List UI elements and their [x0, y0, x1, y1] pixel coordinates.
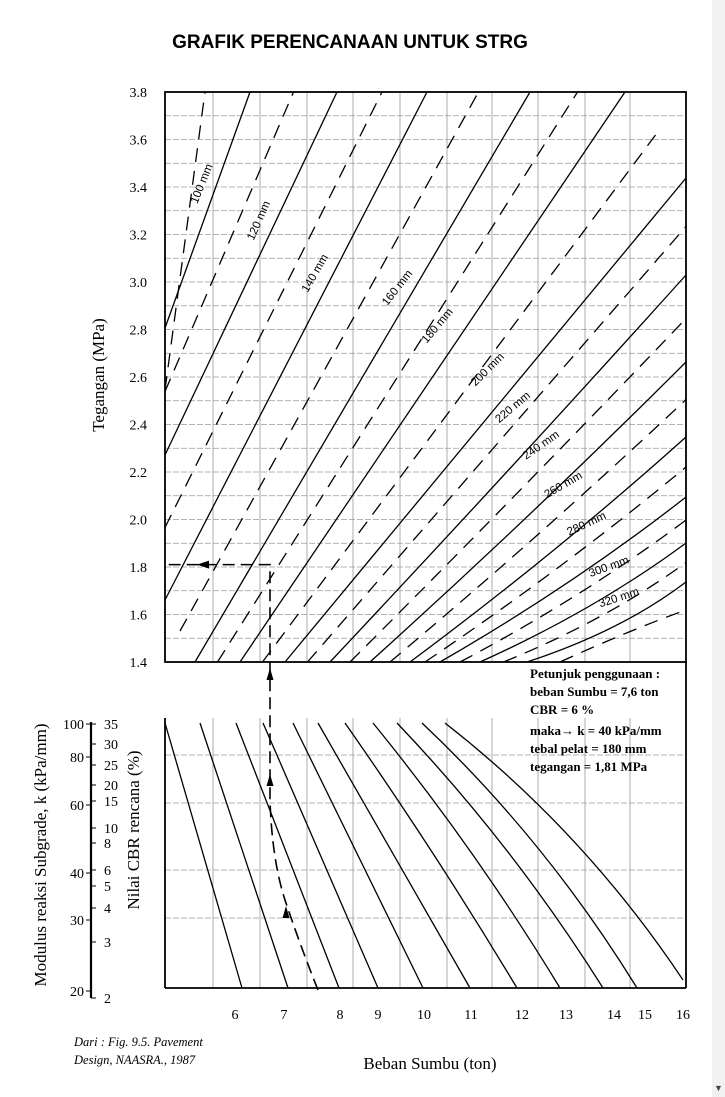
- scrollbar[interactable]: [712, 0, 725, 1097]
- x-tick-labels: [232, 1008, 691, 1023]
- thickness-label: 280 mm: [565, 510, 609, 539]
- k-axis: [63, 718, 118, 1007]
- x-tick-label: 16: [676, 1008, 690, 1023]
- legend-line: CBR = 6 %: [530, 702, 595, 717]
- thickness-label: 180 mm: [419, 306, 456, 346]
- cbr-tick-label: 4: [104, 902, 111, 917]
- legend-line: tegangan = 1,81 MPa: [530, 759, 648, 774]
- thickness-label: 300 mm: [587, 554, 631, 580]
- y-tick-label: 3.8: [129, 86, 147, 101]
- cbr-tick-label: 30: [104, 738, 118, 753]
- thickness-label: 320 mm: [597, 586, 641, 611]
- example-dashed-path: [165, 565, 318, 990]
- y-tick-label: 2.2: [129, 466, 147, 481]
- y-tick-label: 2.0: [129, 513, 147, 529]
- y-tick-label: 2.6: [129, 371, 147, 386]
- x-tick-label: 13: [559, 1008, 573, 1023]
- x-tick-label: 12: [515, 1008, 529, 1023]
- example-reference-path: [165, 561, 318, 990]
- thickness-line-280-mm: [440, 497, 686, 662]
- cbr-tick-label: 8: [104, 837, 111, 852]
- k-tick-label: 40: [70, 867, 84, 882]
- subgrade-line: [293, 723, 423, 988]
- cbr-tick-label: 20: [104, 779, 118, 794]
- cbr-tick-label: 10: [104, 822, 118, 837]
- k-tick-label: 60: [70, 799, 84, 814]
- scroll-down-icon[interactable]: ▼: [714, 1083, 723, 1093]
- y-tick-labels: [130, 86, 148, 671]
- cbr-tick-label: 2: [104, 992, 111, 1007]
- x-tick-label: 10: [417, 1008, 431, 1023]
- subgrade-line: [236, 723, 339, 988]
- arrow-left-icon: [197, 561, 209, 569]
- cbr-tick-label: 15: [104, 795, 118, 810]
- x-axis-label: Beban Sumbu (ton): [363, 1054, 497, 1073]
- y-tick-label: 3.4: [129, 181, 147, 196]
- y-tick-label: 1.6: [129, 608, 147, 624]
- thickness-label: 100 mm: [188, 162, 216, 206]
- chart-title: GRAFIK PERENCANAAN UNTUK STRG: [172, 32, 528, 53]
- legend-line: Petunjuk penggunaan :: [530, 666, 661, 681]
- y-tick-label: 1.8: [129, 561, 147, 576]
- arrow-up-icon: [267, 774, 274, 786]
- subgrade-line: [165, 723, 242, 988]
- subgrade-line: [263, 723, 378, 988]
- k-tick-label: 30: [70, 914, 84, 929]
- k-tick-label: 80: [70, 751, 84, 766]
- thickness-label: 260 mm: [542, 469, 585, 501]
- y-tick-label: 1.4: [129, 656, 147, 671]
- thickness-label: 120 mm: [245, 199, 274, 243]
- thickness-line-240-mm: [370, 362, 686, 662]
- y-axis-label: Tegangan (MPa): [89, 318, 108, 432]
- y-tick-label: 3.0: [129, 276, 147, 291]
- x-tick-label: 14: [607, 1008, 621, 1023]
- x-tick-label: 15: [638, 1008, 652, 1023]
- cbr-axis-label: Nilai CBR rencana (%): [124, 750, 143, 910]
- arrow-up-icon: [267, 668, 274, 680]
- cbr-tick-label: 35: [104, 718, 118, 733]
- source-note-line1: Dari : Fig. 9.5. Pavement: [74, 1035, 203, 1049]
- intermediate-thickness-line: [560, 610, 686, 662]
- cbr-tick-label: 25: [104, 759, 118, 774]
- k-tick-label: 20: [70, 985, 84, 1000]
- subgrade-line: [345, 723, 517, 988]
- legend-box: [530, 666, 662, 774]
- x-tick-label: 9: [374, 1008, 382, 1023]
- y-tick-label: 3.6: [129, 133, 147, 149]
- x-tick-label: 6: [231, 1008, 239, 1023]
- k-axis-label: Modulus reaksi Subgrade, k (kPa/mm): [31, 723, 50, 987]
- thickness-label: 240 mm: [520, 428, 562, 463]
- thickness-label: 160 mm: [380, 268, 416, 309]
- thickness-label: 200 mm: [468, 350, 507, 389]
- cbr-tick-label: 5: [104, 880, 111, 895]
- legend-line: beban Sumbu = 7,6 ton: [530, 684, 659, 699]
- x-tick-label: 7: [280, 1008, 288, 1023]
- x-tick-label: 8: [336, 1008, 344, 1023]
- y-tick-label: 3.2: [129, 228, 147, 244]
- x-tick-label: 11: [464, 1008, 478, 1023]
- source-note-line2: Design, NAASRA., 1987: [74, 1053, 196, 1067]
- y-tick-label: 2.8: [129, 323, 147, 339]
- cbr-tick-label: 3: [104, 936, 111, 951]
- y-tick-label: 2.4: [129, 418, 147, 434]
- k-tick-label: 100: [63, 718, 84, 733]
- cbr-tick-label: 6: [104, 864, 111, 879]
- thickness-label: 140 mm: [299, 252, 331, 295]
- thickness-label: 220 mm: [493, 389, 533, 426]
- legend-line: tebal pelat = 180 mm: [530, 741, 647, 756]
- legend-line: maka→ k = 40 kPa/mm: [530, 723, 662, 738]
